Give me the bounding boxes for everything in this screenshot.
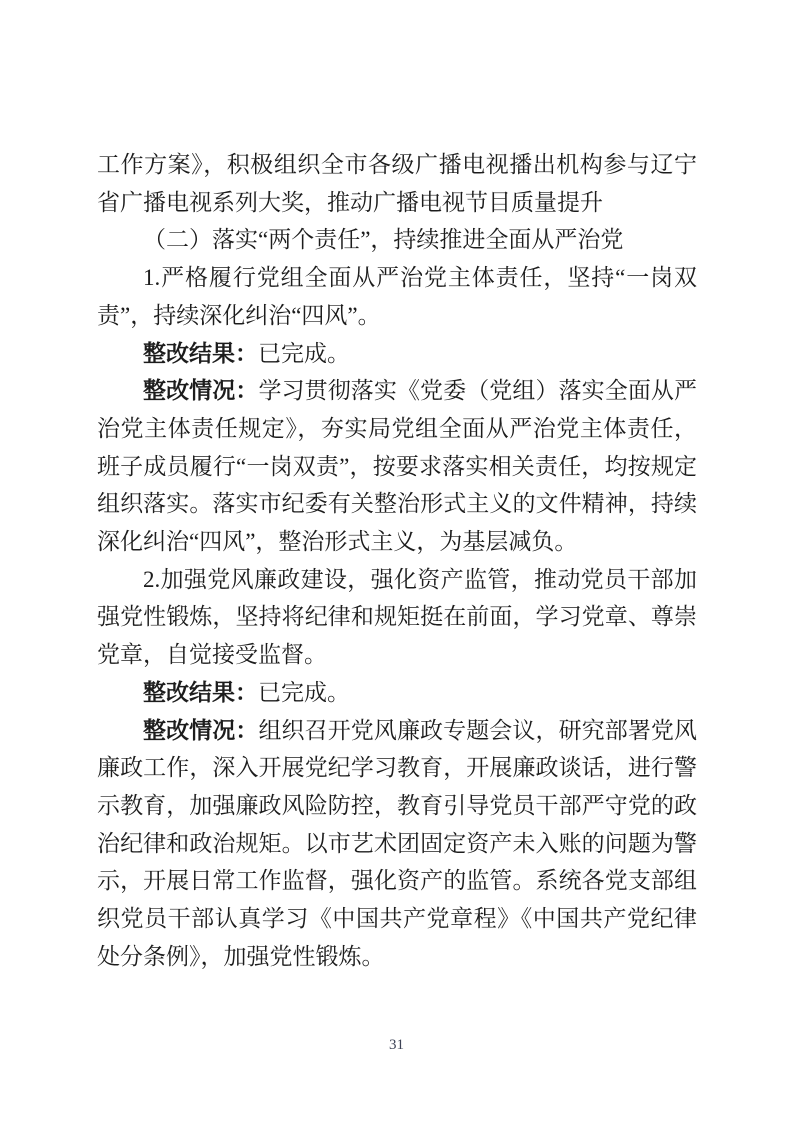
item-1-paragraph — [97, 259, 697, 334]
section-heading-text: （二）落实“两个责任”，持续推进全面从严治党 — [143, 227, 624, 253]
item-2-text: 2.加强党风廉政建设，强化资产监管，推动党员干部加强党性锻炼，坚持将纪律和规矩挺在前面，学习党章、尊崇党章，自觉接受监督。 — [97, 566, 697, 668]
detail-1-label: 整改情况： — [143, 377, 259, 404]
result-2-paragraph — [97, 674, 697, 712]
section-heading — [97, 221, 697, 259]
result-1-label: 整改结果： — [143, 339, 258, 366]
page-footer — [0, 1036, 793, 1054]
result-1-text: 已完成。 — [258, 340, 350, 366]
detail-2-paragraph — [97, 712, 697, 976]
para-continuation-text: 工作方案》，积极组织全市各级广播电视播出机构参与辽宁省广播电视系列大奖，推动广播电视节目质量提升 — [97, 152, 697, 215]
item-1-text: 1.严格履行党组全面从严治党主体责任，坚持“一岗双责”，持续深化纠治“四风”。 — [97, 265, 697, 328]
result-2-label: 整改结果： — [143, 678, 258, 705]
detail-2-label: 整改情况： — [143, 716, 259, 743]
para-continuation — [97, 146, 697, 221]
item-2-paragraph — [97, 561, 697, 674]
document-body — [97, 146, 697, 975]
detail-1-text: 学习贯彻落实《党委（党组）落实全面从严治党主体责任规定》，夯实局党组全面从严治党主体责任，班子成员履行“一岗双责”，按要求落实相关责任，均按规定组织落实。落实市纪委有关整治形式主义的文件精神，持续深化纠治“四风”，整治形式主义，为基层减负。 — [97, 378, 698, 555]
result-2-text: 已完成。 — [258, 679, 350, 705]
detail-1-paragraph — [97, 372, 697, 561]
result-1-paragraph — [97, 335, 697, 373]
detail-2-text: 组织召开党风廉政专题会议，研究部署党风廉政工作，深入开展党纪学习教育，开展廉政谈话，进行警示教育，加强廉政风险防控，教育引导党员干部严守党的政治纪律和政治规矩。以市艺术团固定资产未入账的问题为警示，开展日常工作监督，强化资产的监管。系统各党支部组织党员干部认真学习《中国共产党章程》《中国共产党纪律处分条例》，加强党性锻炼。 — [97, 717, 698, 969]
page-number: 31 — [389, 1037, 404, 1053]
